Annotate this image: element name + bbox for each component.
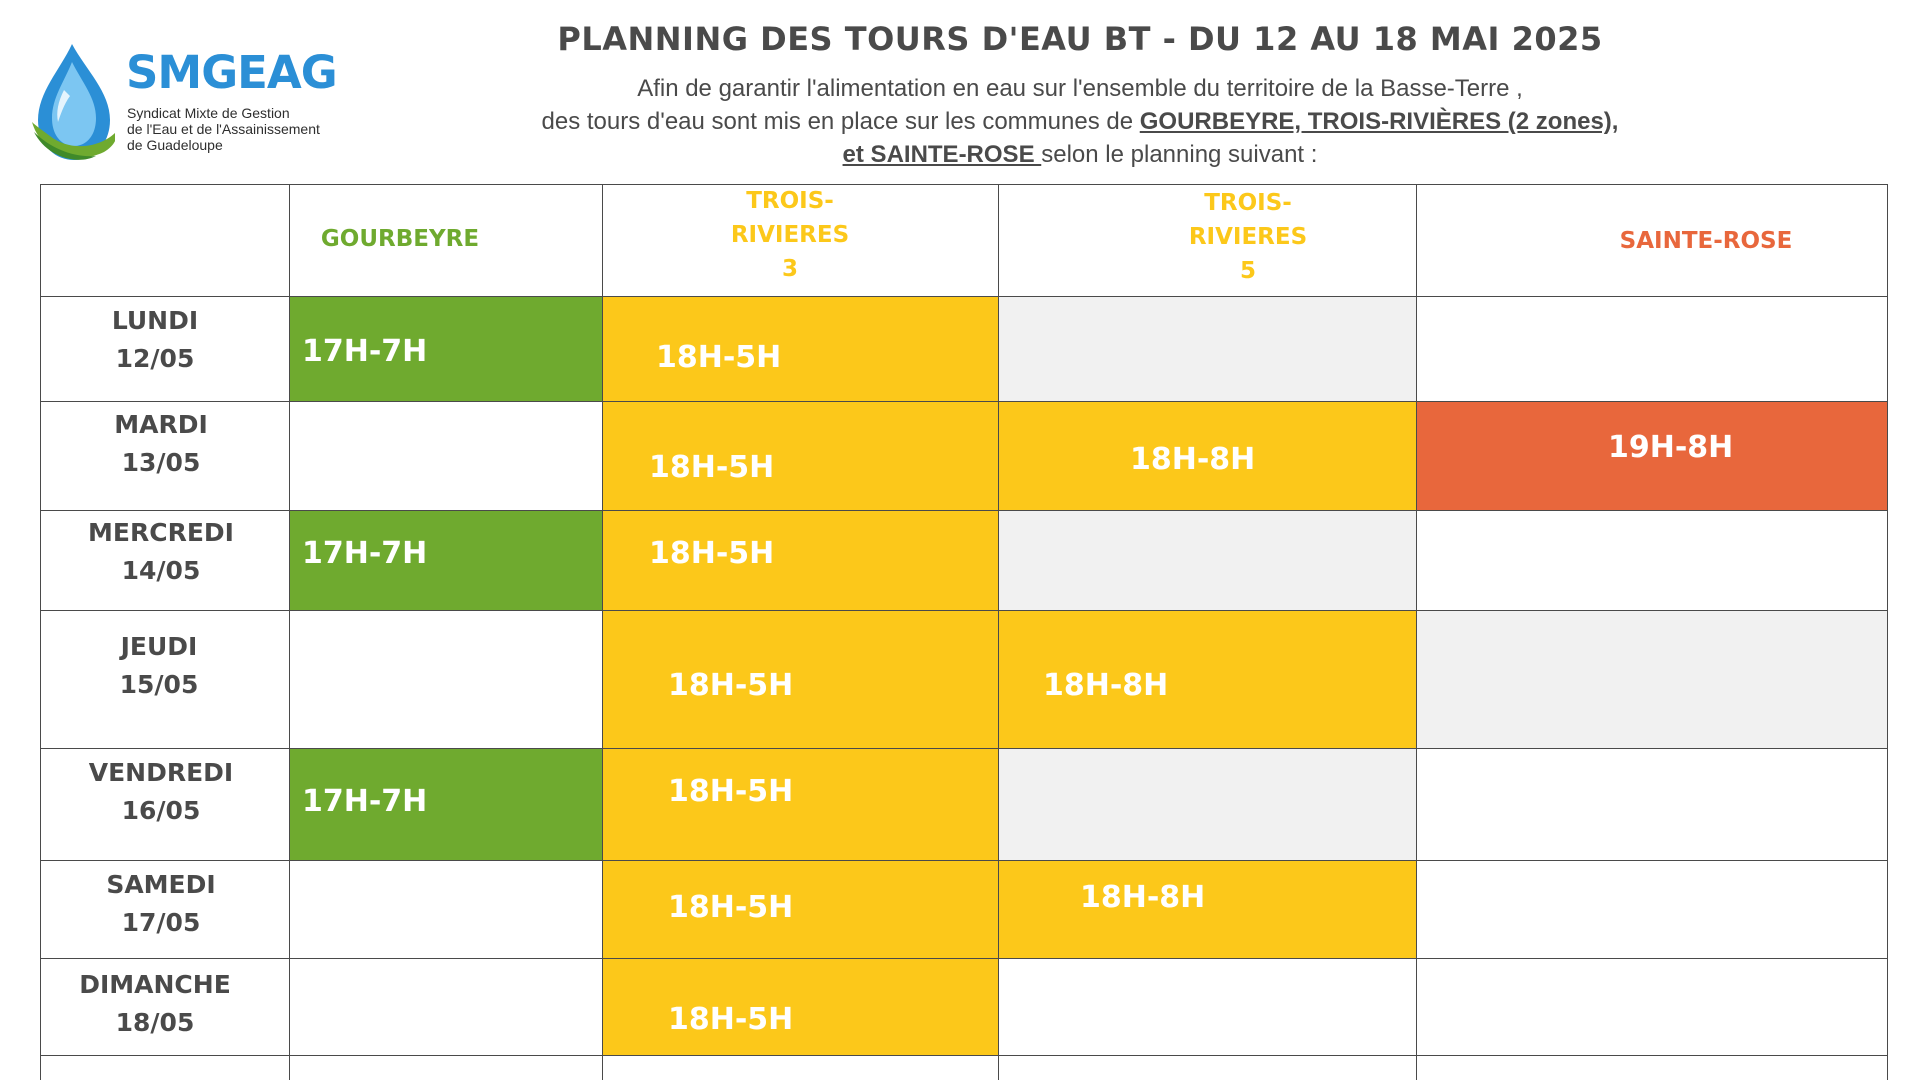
intro-line-3-suffix: selon le planning suivant : [1041, 141, 1318, 168]
day-date: 16/05 [121, 796, 201, 825]
grid-line [998, 184, 999, 1080]
grid-line [602, 184, 603, 1080]
cell-tr5-samedi [998, 860, 1416, 958]
day-name: JEUDI [120, 632, 198, 661]
grid-line [40, 296, 1888, 297]
slot-tr3-vendredi: 18H-5H [668, 774, 794, 809]
cell-tr3-dimanche [602, 958, 998, 1055]
grid-line [40, 184, 1888, 185]
column-header-line: 3 [781, 256, 798, 282]
grid-line [40, 184, 41, 1080]
day-label-jeudi [64, 628, 254, 704]
slot-tr3-dimanche: 18H-5H [668, 1002, 794, 1037]
slot-tr5-jeudi: 18H-8H [1043, 668, 1169, 703]
day-name: LUNDI [111, 306, 199, 335]
day-date: 12/05 [115, 344, 195, 373]
logo-subtitle-line: de Guadeloupe [127, 137, 223, 153]
intro-line-1: Afin de garantir l'alimentation en eau sur l'ensemble du territoire de la Basse-Terre , [637, 75, 1523, 102]
day-date: 18/05 [115, 1008, 195, 1037]
cell-tr5-lundi [998, 296, 1416, 401]
day-date: 15/05 [119, 670, 199, 699]
column-header-line: 5 [1239, 258, 1256, 284]
column-header-label: SAINTE-ROSE [1619, 228, 1793, 254]
column-header-line: RIVIERES [1188, 224, 1308, 250]
logo-subtitle-line: de l'Eau et de l'Assainissement [127, 121, 320, 137]
day-date: 14/05 [121, 556, 201, 585]
slot-tr3-lundi: 18H-5H [656, 340, 782, 375]
schedule-table [40, 184, 1888, 1080]
column-header-line: RIVIERES [730, 222, 850, 248]
grid-line [40, 610, 1888, 611]
logo-subtitle [127, 105, 357, 153]
grid-line [40, 401, 1888, 402]
column-header-gourbeyre [280, 222, 520, 256]
page-title: PLANNING DES TOURS D'EAU BT - DU 12 AU 18 MAI 2025 [557, 20, 1603, 58]
logo-subtitle-line: Syndicat Mixte de Gestion [127, 105, 290, 121]
column-header-trois-rivieres-5 [1148, 186, 1348, 288]
grid-line [40, 748, 1888, 749]
cell-tr3-vendredi [602, 748, 998, 860]
day-date: 17/05 [121, 908, 201, 937]
grid-line [40, 510, 1888, 511]
column-header-line: TROIS- [1204, 190, 1292, 216]
column-header-sainte-rose [1556, 224, 1856, 258]
smgeag-logo [30, 40, 350, 165]
cell-tr3-jeudi [602, 610, 998, 748]
slot-tr3-jeudi: 18H-5H [668, 668, 794, 703]
day-label-vendredi [66, 754, 256, 830]
day-label-mardi [66, 406, 256, 482]
day-name: MERCREDI [88, 518, 234, 547]
logo-name: SMGEAG [126, 46, 337, 99]
day-name: VENDREDI [88, 758, 234, 787]
grid-line [289, 184, 290, 1080]
day-name: DIMANCHE [79, 970, 231, 999]
intro-text [400, 72, 1760, 171]
column-header-trois-rivieres-3 [690, 184, 890, 286]
slot-sainte-rose-mardi: 19H-8H [1608, 430, 1734, 465]
slot-tr3-mardi: 18H-5H [649, 450, 775, 485]
day-label-mercredi [66, 514, 256, 590]
day-label-dimanche [60, 966, 250, 1042]
intro-communes-1: GOURBEYRE, TROIS-RIVIÈRES (2 zones), [1139, 108, 1619, 135]
slot-tr3-mercredi: 18H-5H [649, 536, 775, 571]
grid-line [40, 958, 1888, 959]
day-date: 13/05 [121, 448, 201, 477]
intro-line-2 [400, 105, 1760, 138]
slot-gourbeyre-mercredi: 17H-7H [302, 536, 428, 571]
slot-gourbeyre-lundi: 17H-7H [302, 334, 428, 369]
slot-gourbeyre-vendredi: 17H-7H [302, 784, 428, 819]
grid-line [1416, 184, 1417, 1080]
water-drop-icon [30, 40, 115, 165]
column-header-line: TROIS- [746, 188, 834, 214]
slot-tr5-mardi: 18H-8H [1130, 442, 1256, 477]
cell-sainte-rose-jeudi [1416, 610, 1888, 748]
grid-line [40, 860, 1888, 861]
intro-line-2-prefix: des tours d'eau sont mis en place sur les communes de [541, 108, 1140, 135]
day-label-lundi [60, 302, 250, 378]
grid-line [1887, 184, 1888, 1080]
intro-line-3 [400, 138, 1760, 171]
slot-tr3-samedi: 18H-5H [668, 890, 794, 925]
grid-line [40, 1055, 1888, 1056]
intro-communes-2: et SAINTE-ROSE [842, 141, 1042, 168]
day-name: SAMEDI [106, 870, 216, 899]
cell-tr5-mercredi [998, 510, 1416, 610]
day-label-samedi [66, 866, 256, 942]
cell-tr3-samedi [602, 860, 998, 958]
column-header-label: GOURBEYRE [320, 226, 480, 252]
slot-tr5-samedi: 18H-8H [1080, 880, 1206, 915]
day-name: MARDI [114, 410, 208, 439]
cell-tr5-vendredi [998, 748, 1416, 860]
